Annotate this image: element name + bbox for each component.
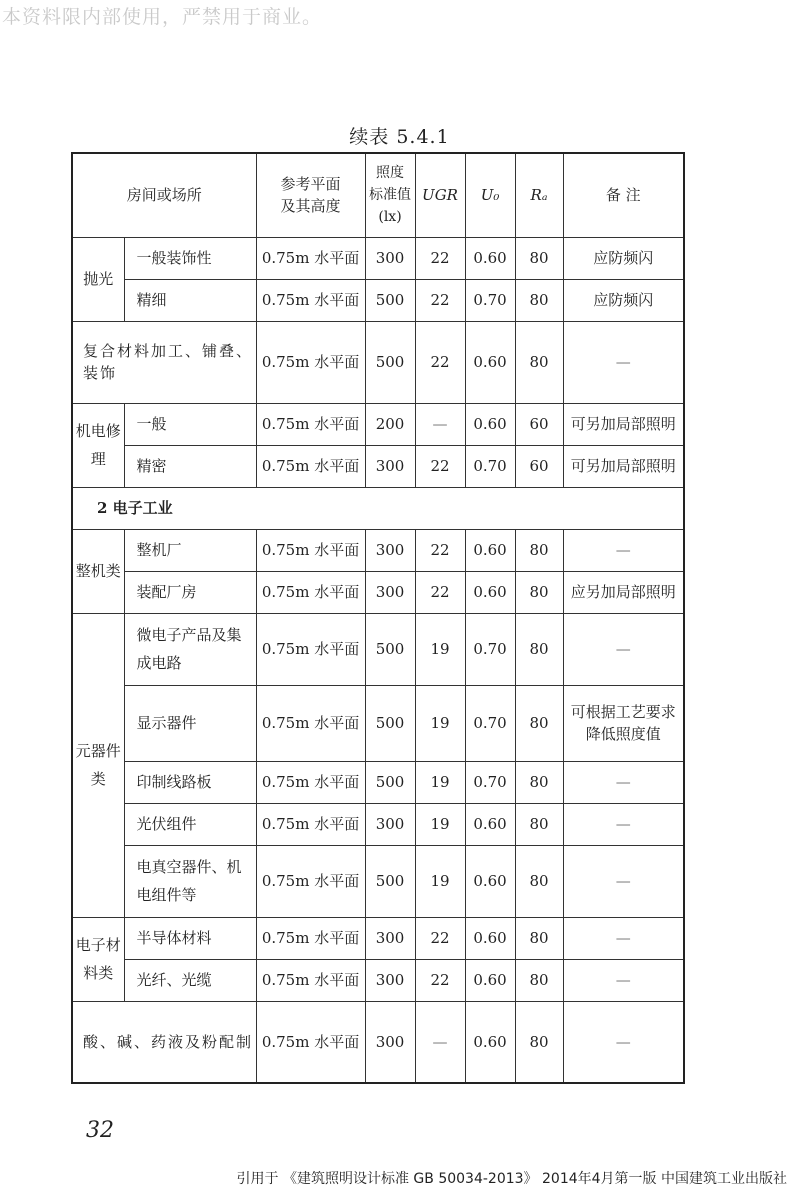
ugr-value: 19	[415, 613, 465, 685]
illuminance-value: 500	[365, 845, 415, 917]
room-name: 精密	[124, 445, 256, 487]
table-row	[72, 279, 684, 321]
ugr-value: 22	[415, 237, 465, 279]
table-row	[72, 803, 684, 845]
note-value: —	[563, 321, 684, 403]
reference-plane: 0.75m 水平面	[256, 803, 365, 845]
header-note: 备 注	[563, 153, 684, 237]
u0-value: 0.60	[465, 571, 515, 613]
note-value: —	[563, 803, 684, 845]
table-row	[72, 845, 684, 917]
room-name: 半导体材料	[124, 917, 256, 959]
ugr-value: 22	[415, 571, 465, 613]
ra-value: 80	[515, 529, 563, 571]
ugr-value: 22	[415, 917, 465, 959]
note-value: 可另加局部照明	[563, 403, 684, 445]
reference-plane: 0.75m 水平面	[256, 959, 365, 1001]
note-value: 应防频闪	[563, 237, 684, 279]
reference-plane: 0.75m 水平面	[256, 445, 365, 487]
header-row	[72, 153, 684, 237]
illuminance-value: 500	[365, 321, 415, 403]
u0-value: 0.60	[465, 917, 515, 959]
table-row	[72, 445, 684, 487]
reference-plane: 0.75m 水平面	[256, 403, 365, 445]
header-room: 房间或场所	[72, 153, 256, 237]
room-name: 电真空器件、机电组件等	[124, 845, 256, 917]
ra-value: 80	[515, 845, 563, 917]
group-name: 元器件类	[72, 613, 124, 917]
section-heading: 2 电子工业	[72, 487, 684, 529]
room-name: 复合材料加工、铺叠、装饰	[72, 321, 256, 403]
reference-plane: 0.75m 水平面	[256, 237, 365, 279]
ra-value: 80	[515, 917, 563, 959]
illuminance-value: 300	[365, 571, 415, 613]
table-row	[72, 761, 684, 803]
table-row	[72, 685, 684, 761]
ra-value: 60	[515, 403, 563, 445]
illuminance-value: 500	[365, 685, 415, 761]
reference-plane: 0.75m 水平面	[256, 613, 365, 685]
illuminance-value: 300	[365, 803, 415, 845]
room-name: 精细	[124, 279, 256, 321]
group-name: 机电修理	[72, 403, 124, 487]
ra-value: 80	[515, 279, 563, 321]
room-name: 光伏组件	[124, 803, 256, 845]
room-name: 显示器件	[124, 685, 256, 761]
illuminance-value: 300	[365, 445, 415, 487]
table-row	[72, 487, 684, 529]
note-value: —	[563, 761, 684, 803]
u0-value: 0.60	[465, 959, 515, 1001]
citation-footer: 引用于 《建筑照明设计标准 GB 50034-2013》 2014年4月第一版 中国建筑工业出版社	[236, 1171, 787, 1187]
u0-value: 0.70	[465, 445, 515, 487]
ra-value: 80	[515, 321, 563, 403]
illuminance-table	[71, 152, 685, 1084]
reference-plane: 0.75m 水平面	[256, 571, 365, 613]
note-value: —	[563, 1001, 684, 1083]
group-name: 整机类	[72, 529, 124, 613]
ra-value: 80	[515, 237, 563, 279]
u0-value: 0.60	[465, 403, 515, 445]
ra-value: 80	[515, 959, 563, 1001]
group-name: 抛光	[72, 237, 124, 321]
illuminance-value: 300	[365, 959, 415, 1001]
room-name: 装配厂房	[124, 571, 256, 613]
illuminance-value: 300	[365, 237, 415, 279]
table-row	[72, 917, 684, 959]
ugr-value: —	[415, 1001, 465, 1083]
note-value: —	[563, 959, 684, 1001]
table-row	[72, 959, 684, 1001]
room-name: 光纤、光缆	[124, 959, 256, 1001]
ugr-value: 19	[415, 761, 465, 803]
note-value: —	[563, 917, 684, 959]
ugr-value: —	[415, 403, 465, 445]
room-name: 一般装饰性	[124, 237, 256, 279]
page-number: 32	[86, 1118, 114, 1143]
note-value: —	[563, 845, 684, 917]
u0-value: 0.70	[465, 279, 515, 321]
room-name: 微电子产品及集成电路	[124, 613, 256, 685]
table-row	[72, 613, 684, 685]
header-u0: U₀	[465, 153, 515, 237]
header-ugr: UGR	[415, 153, 465, 237]
reference-plane: 0.75m 水平面	[256, 917, 365, 959]
illuminance-value: 500	[365, 761, 415, 803]
note-value: —	[563, 613, 684, 685]
note-value: 应防频闪	[563, 279, 684, 321]
ra-value: 60	[515, 445, 563, 487]
illuminance-value: 500	[365, 613, 415, 685]
table-caption: 续表 5.4.1	[349, 126, 450, 148]
u0-value: 0.60	[465, 845, 515, 917]
reference-plane: 0.75m 水平面	[256, 761, 365, 803]
ra-value: 80	[515, 685, 563, 761]
ra-value: 80	[515, 761, 563, 803]
room-name: 酸、碱、药液及粉配制	[72, 1001, 256, 1083]
reference-plane: 0.75m 水平面	[256, 321, 365, 403]
watermark: 本资料限内部使用，严禁用于商业。	[2, 6, 323, 28]
room-name: 印制线路板	[124, 761, 256, 803]
table-row	[72, 321, 684, 403]
u0-value: 0.60	[465, 1001, 515, 1083]
note-value: —	[563, 529, 684, 571]
ugr-value: 22	[415, 445, 465, 487]
u0-value: 0.60	[465, 803, 515, 845]
table-row	[72, 403, 684, 445]
reference-plane: 0.75m 水平面	[256, 279, 365, 321]
illuminance-value: 500	[365, 279, 415, 321]
ugr-value: 22	[415, 959, 465, 1001]
reference-plane: 0.75m 水平面	[256, 845, 365, 917]
illuminance-value: 200	[365, 403, 415, 445]
table-row	[72, 571, 684, 613]
header-plane: 参考平面 及其高度	[256, 153, 365, 237]
group-name: 电子材料类	[72, 917, 124, 1001]
note-value: 可另加局部照明	[563, 445, 684, 487]
ugr-value: 22	[415, 279, 465, 321]
u0-value: 0.70	[465, 761, 515, 803]
ugr-value: 19	[415, 685, 465, 761]
ugr-value: 19	[415, 803, 465, 845]
header-illuminance: 照度 标准值 (lx)	[365, 153, 415, 237]
illuminance-value: 300	[365, 917, 415, 959]
header-ra: Rₐ	[515, 153, 563, 237]
ugr-value: 22	[415, 529, 465, 571]
ra-value: 80	[515, 1001, 563, 1083]
reference-plane: 0.75m 水平面	[256, 1001, 365, 1083]
u0-value: 0.60	[465, 321, 515, 403]
u0-value: 0.60	[465, 237, 515, 279]
reference-plane: 0.75m 水平面	[256, 529, 365, 571]
u0-value: 0.70	[465, 685, 515, 761]
room-name: 一般	[124, 403, 256, 445]
room-name: 整机厂	[124, 529, 256, 571]
ugr-value: 22	[415, 321, 465, 403]
ra-value: 80	[515, 613, 563, 685]
ra-value: 80	[515, 803, 563, 845]
illuminance-value: 300	[365, 529, 415, 571]
reference-plane: 0.75m 水平面	[256, 685, 365, 761]
illuminance-value: 300	[365, 1001, 415, 1083]
u0-value: 0.70	[465, 613, 515, 685]
u0-value: 0.60	[465, 529, 515, 571]
ra-value: 80	[515, 571, 563, 613]
note-value: 可根据工艺要求降低照度值	[563, 685, 684, 761]
table-row	[72, 237, 684, 279]
table-row	[72, 529, 684, 571]
ugr-value: 19	[415, 845, 465, 917]
note-value: 应另加局部照明	[563, 571, 684, 613]
table-row	[72, 1001, 684, 1083]
